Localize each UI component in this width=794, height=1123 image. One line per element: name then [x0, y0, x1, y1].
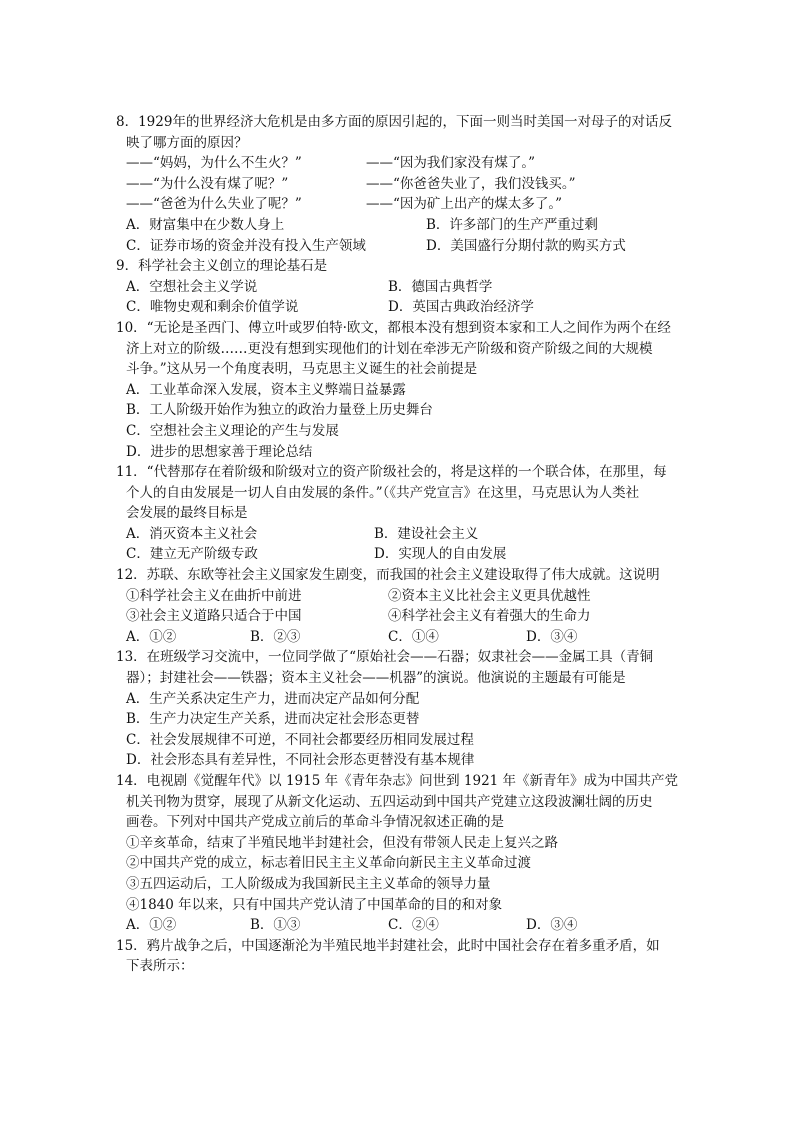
question-11-stem-cont: 会发展的最终目标是: [126, 505, 248, 522]
statement-2: ②资本主义比社会主义更具优越性: [388, 587, 591, 604]
question-10-stem-cont: 斗争。”这从另一个角度表明，马克思主义诞生的社会前提是: [126, 361, 478, 378]
options-row: [116, 627, 696, 648]
option-b: B．许多部门的生产严重过剩: [426, 216, 598, 233]
option-d: D．③④: [526, 628, 578, 645]
question-14-stem: 14．电视剧《觉醒年代》以 1915 年《青年杂志》问世到 1921 年《新青年》成为中国共产党: [116, 773, 679, 789]
question-11-stem-cont: 个人的自由发展是一切人自由发展的条件。”（《共产党宣言》在这里，马克思认为人类社: [126, 484, 640, 501]
option-d: D．实现人的自由发展: [374, 546, 507, 563]
option-b: B．建设社会主义: [374, 525, 479, 542]
option-b: B．德国古典哲学: [388, 278, 493, 295]
statement-3: ③社会主义道路只适合于中国: [126, 608, 302, 625]
options-row: [116, 277, 696, 298]
question-13-stem-cont: 器）；封建社会——铁器；资本主义社会——机器”的演说。他演说的主题最有可能是: [126, 670, 626, 687]
statement-2: ②中国共产党的成立，标志着旧民主主义革命向新民主主义革命过渡: [126, 855, 531, 872]
question-8-stem: 8．1929年的世界经济大危机是由多方面的原因引起的，下面一则当时美国一对母子的对话反: [116, 114, 672, 130]
question-14-stem-cont: 机关刊物为贯穿，展现了从新文化运动、五四运动到中国共产党建立这段波澜壮阔的历史: [126, 793, 653, 810]
option-b: B．②③: [250, 628, 301, 645]
dialog-mother: ——“因为我们家没有煤了。”: [366, 155, 536, 172]
option-a: A．生产关系决定生产力，进而决定产品如何分配: [126, 690, 420, 707]
option-a: A．财富集中在少数人身上: [126, 216, 285, 233]
question-8: [116, 112, 696, 256]
option-c: C．唯物史观和剩余价值学说: [126, 299, 299, 316]
option-a: A．①②: [126, 917, 177, 934]
options-row: [116, 544, 696, 565]
question-12: [116, 565, 696, 647]
question-15-stem-cont: 下表所示：: [126, 958, 194, 975]
statement-4: ④科学社会主义有着强大的生命力: [388, 608, 591, 625]
question-10-stem-cont: 济上对立的阶级……更没有想到实现他们的计划在牵涉无产阶级和资产阶级之间的大规模: [126, 340, 653, 357]
dialog-child: ——“爸爸为什么失业了呢？”: [126, 196, 302, 213]
options-row: [116, 236, 696, 257]
question-13: [116, 647, 696, 771]
question-13-stem: 13．在班级学习交流中，一位同学做了“原始社会——石器；奴隶社会——金属工具（青铜: [116, 649, 654, 666]
question-9-stem: 9．科学社会主义创立的理论基石是: [116, 258, 328, 275]
statements-row: [116, 586, 696, 607]
statement-3: ③五四运动后，工人阶级成为我国新民主主义革命的领导力量: [126, 875, 491, 892]
question-12-stem: 12．苏联、东欧等社会主义国家发生剧变，而我国的社会主义建设取得了伟大成就。这说明: [116, 567, 660, 584]
option-a: A．空想社会主义学说: [126, 278, 258, 295]
option-d: D．美国盛行分期付款的购买方式: [426, 237, 626, 254]
statement-1: ①科学社会主义在曲折中前进: [126, 587, 302, 604]
statement-1: ①辛亥革命，结束了半殖民地半封建社会，但没有带领人民走上复兴之路: [126, 834, 558, 851]
option-c: C．①④: [388, 628, 439, 645]
options-row: [116, 915, 696, 936]
option-b: B．工人阶级开始作为独立的政治力量登上历史舞台: [126, 402, 433, 419]
dialog-child: ——“为什么没有煤了呢？”: [126, 175, 289, 192]
exam-page: [116, 112, 696, 977]
option-b: B．①③: [250, 917, 301, 934]
option-c: C．空想社会主义理论的产生与发展: [126, 422, 339, 439]
options-row: [116, 297, 696, 318]
option-d: D．社会形态具有差异性，不同社会形态更替没有基本规律: [126, 752, 475, 769]
question-11-stem: 11．“代替那存在着阶级和阶级对立的资产阶级社会的，将是这样的一个联合体，在那里，每: [116, 464, 667, 481]
dialog-mother: ——“你爸爸失业了，我们没钱买。”: [366, 175, 576, 192]
statements-row: [116, 606, 696, 627]
options-row: [116, 215, 696, 236]
option-c: C．建立无产阶级专政: [126, 546, 258, 563]
dialog-row: [116, 153, 696, 174]
question-14: [116, 771, 696, 936]
question-15: [116, 936, 696, 977]
option-d: D．③④: [526, 917, 578, 934]
question-11: [116, 462, 696, 565]
statement-4: ④1840 年以来，只有中国共产党认清了中国革命的目的和对象: [126, 896, 503, 913]
dialog-child: ——“妈妈，为什么不生火？”: [126, 155, 302, 172]
question-15-stem: 15．鸦片战争之后，中国逐渐沦为半殖民地半封建社会，此时中国社会存在着多重矛盾，如: [116, 937, 660, 954]
dialog-row: [116, 194, 696, 215]
question-14-stem-cont: 画卷。下列对中国共产党成立前后的革命斗争情况叙述正确的是: [126, 814, 504, 831]
question-10: [116, 318, 696, 462]
option-d: D．英国古典政治经济学: [388, 299, 534, 316]
option-a: A．工业革命深入发展，资本主义弊端日益暴露: [126, 381, 406, 398]
option-b: B．生产力决定生产关系，进而决定社会形态更替: [126, 711, 420, 728]
question-10-stem: 10．“无论是圣西门、傅立叶或罗伯特·欧文，都根本没有想到资本家和工人之间作为两个在经: [116, 319, 671, 336]
dialog-row: [116, 174, 696, 195]
dialog-mother: ——“因为矿上出产的煤太多了。”: [366, 196, 563, 213]
option-c: C．社会发展规律不可逆，不同社会都要经历相同发展过程: [126, 731, 474, 748]
option-c: C．证券市场的资金并没有投入生产领域: [126, 237, 366, 254]
option-d: D．进步的思想家善于理论总结: [126, 443, 313, 460]
option-c: C．②④: [388, 917, 439, 934]
question-8-stem-cont: 映了哪方面的原因？: [126, 134, 248, 151]
option-a: A．①②: [126, 628, 177, 645]
question-9: [116, 256, 696, 318]
option-a: A．消灭资本主义社会: [126, 525, 258, 542]
options-row: [116, 524, 696, 545]
